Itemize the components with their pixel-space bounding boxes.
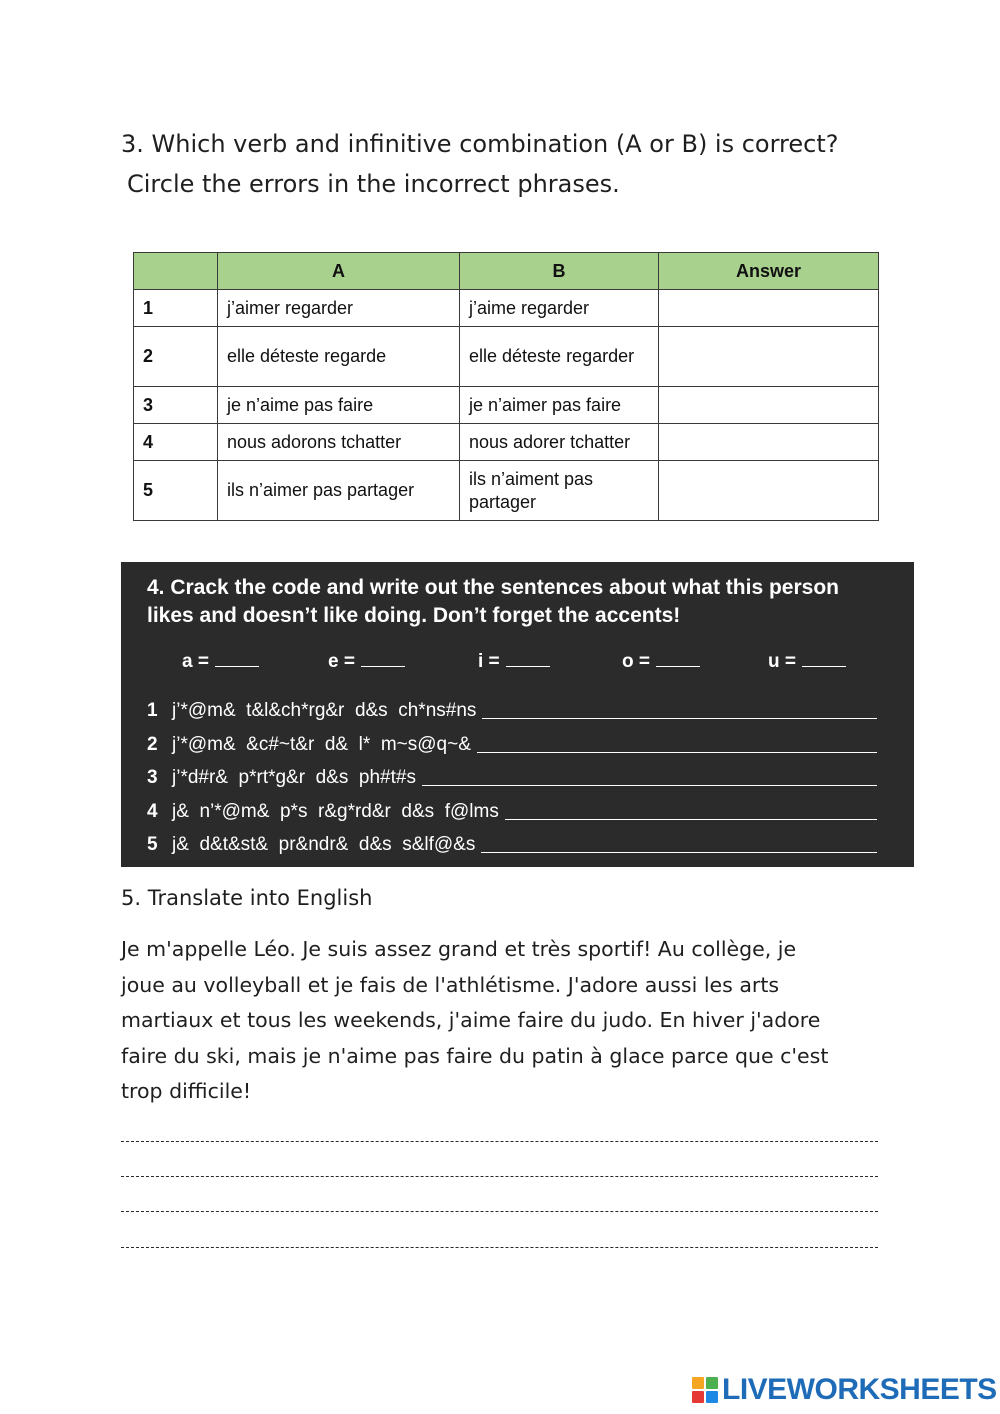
question-3-prompt <box>121 124 921 204</box>
passage-line: martiaux et tous les weekends, j'aime faire du judo. En hiver j'adore <box>121 1008 821 1032</box>
option-b[interactable]: ils n’aiment pas partager <box>460 461 659 521</box>
answer-line[interactable] <box>482 718 877 719</box>
answer-line[interactable] <box>422 785 877 786</box>
vowel-i <box>478 648 550 673</box>
vowel-a-blank[interactable] <box>215 648 259 667</box>
vowel-key <box>121 648 914 674</box>
table-row <box>134 327 879 387</box>
sentence-number: 3 <box>147 767 158 788</box>
option-b[interactable]: nous adorer tchatter <box>460 424 659 461</box>
question-3-line-2: Circle the errors in the incorrect phrases. <box>127 170 620 198</box>
sentence-number: 4 <box>147 801 158 822</box>
sentence-number: 1 <box>147 700 158 721</box>
row-number: 2 <box>134 327 218 387</box>
option-a[interactable]: nous adorons tchatter <box>218 424 460 461</box>
logo-square <box>692 1391 704 1403</box>
option-a[interactable]: je n’aime pas faire <box>218 387 460 424</box>
passage-line: joue au volleyball et je fais de l'athlétisme. J'adore aussi les arts <box>121 972 780 997</box>
question-3-line-1: 3. Which verb and infinitive combination (A or B) is correct? <box>121 130 839 158</box>
option-a[interactable]: ils n’aimer pas partager <box>218 461 460 521</box>
header-b: B <box>460 253 659 290</box>
row-number: 1 <box>134 290 218 327</box>
vowel-e-blank[interactable] <box>361 648 405 667</box>
vowel-i-label: i = <box>478 651 500 672</box>
passage-line: Je m'appelle Léo. Je suis assez grand et très sportif! Au collège, je <box>121 937 797 961</box>
coded-text: j’*d#r& p*rt*g&r d&s ph#t#s <box>172 767 416 788</box>
table-header-row <box>134 253 879 290</box>
sentence-number: 5 <box>147 834 158 855</box>
code-cracking-panel <box>121 562 914 867</box>
row-number: 3 <box>134 387 218 424</box>
answer-line[interactable] <box>505 819 877 820</box>
header-number <box>134 253 218 290</box>
translation-answer-line[interactable] <box>121 1176 878 1177</box>
code-sentence <box>147 692 877 722</box>
passage-line: trop difficile! <box>121 1079 252 1103</box>
translation-answer-line[interactable] <box>121 1247 878 1248</box>
question-4-prompt <box>147 574 887 630</box>
sentence-number: 2 <box>147 734 158 755</box>
verb-infinitive-table <box>133 252 879 521</box>
liveworksheets-logo[interactable] <box>692 1374 997 1406</box>
header-a: A <box>218 253 460 290</box>
translation-passage <box>121 932 881 1110</box>
coded-text: j& n’*@m& p*s r&g*rd&r d&s f@lms <box>172 801 499 822</box>
answer-cell[interactable] <box>659 461 879 521</box>
vowel-u <box>768 648 846 673</box>
question-5-title: 5. Translate into English <box>121 886 373 910</box>
vowel-a <box>182 648 259 673</box>
vowel-u-label: u = <box>768 651 796 672</box>
code-sentence <box>147 793 877 823</box>
translation-answer-line[interactable] <box>121 1211 878 1212</box>
option-b[interactable]: je n’aimer pas faire <box>460 387 659 424</box>
answer-cell[interactable] <box>659 387 879 424</box>
vowel-i-blank[interactable] <box>506 648 550 667</box>
coded-text: j’*@m& &c#~t&r d& l* m~s@q~& <box>172 734 471 755</box>
logo-square <box>706 1377 718 1389</box>
question-4-line-1: 4. Crack the code and write out the sentences about what this person <box>147 576 839 599</box>
table-row <box>134 290 879 327</box>
option-b[interactable]: j’aime regarder <box>460 290 659 327</box>
code-sentence <box>147 826 877 856</box>
logo-text: LIVEWORKSHEETS <box>722 1373 997 1406</box>
vowel-o <box>622 648 700 673</box>
table-row <box>134 387 879 424</box>
code-sentence <box>147 726 877 756</box>
vowel-e-label: e = <box>328 651 355 672</box>
coded-text: j’*@m& t&l&ch*rg&r d&s ch*ns#ns <box>172 700 477 721</box>
code-sentence <box>147 759 877 789</box>
question-4-line-2: likes and doesn’t like doing. Don’t forget the accents! <box>147 604 681 627</box>
answer-line[interactable] <box>481 852 877 853</box>
row-number: 5 <box>134 461 218 521</box>
answer-cell[interactable] <box>659 424 879 461</box>
answer-cell[interactable] <box>659 290 879 327</box>
answer-cell[interactable] <box>659 327 879 387</box>
vowel-e <box>328 648 405 673</box>
option-a[interactable]: j’aimer regarder <box>218 290 460 327</box>
header-answer: Answer <box>659 253 879 290</box>
vowel-a-label: a = <box>182 651 209 672</box>
vowel-u-blank[interactable] <box>802 648 846 667</box>
passage-line: faire du ski, mais je n'aime pas faire du patin à glace parce que c'est <box>121 1043 829 1068</box>
logo-grid-icon <box>692 1377 718 1403</box>
table-row <box>134 424 879 461</box>
answer-line[interactable] <box>477 752 877 753</box>
table-row <box>134 461 879 521</box>
option-a[interactable]: elle déteste regarde <box>218 327 460 387</box>
coded-text: j& d&t&st& pr&ndr& d&s s&lf@&s <box>172 834 476 855</box>
translation-answer-line[interactable] <box>121 1141 878 1142</box>
vowel-o-label: o = <box>622 651 650 672</box>
vowel-o-blank[interactable] <box>656 648 700 667</box>
logo-square <box>692 1377 704 1389</box>
option-b[interactable]: elle déteste regarder <box>460 327 659 387</box>
logo-square <box>706 1391 718 1403</box>
row-number: 4 <box>134 424 218 461</box>
